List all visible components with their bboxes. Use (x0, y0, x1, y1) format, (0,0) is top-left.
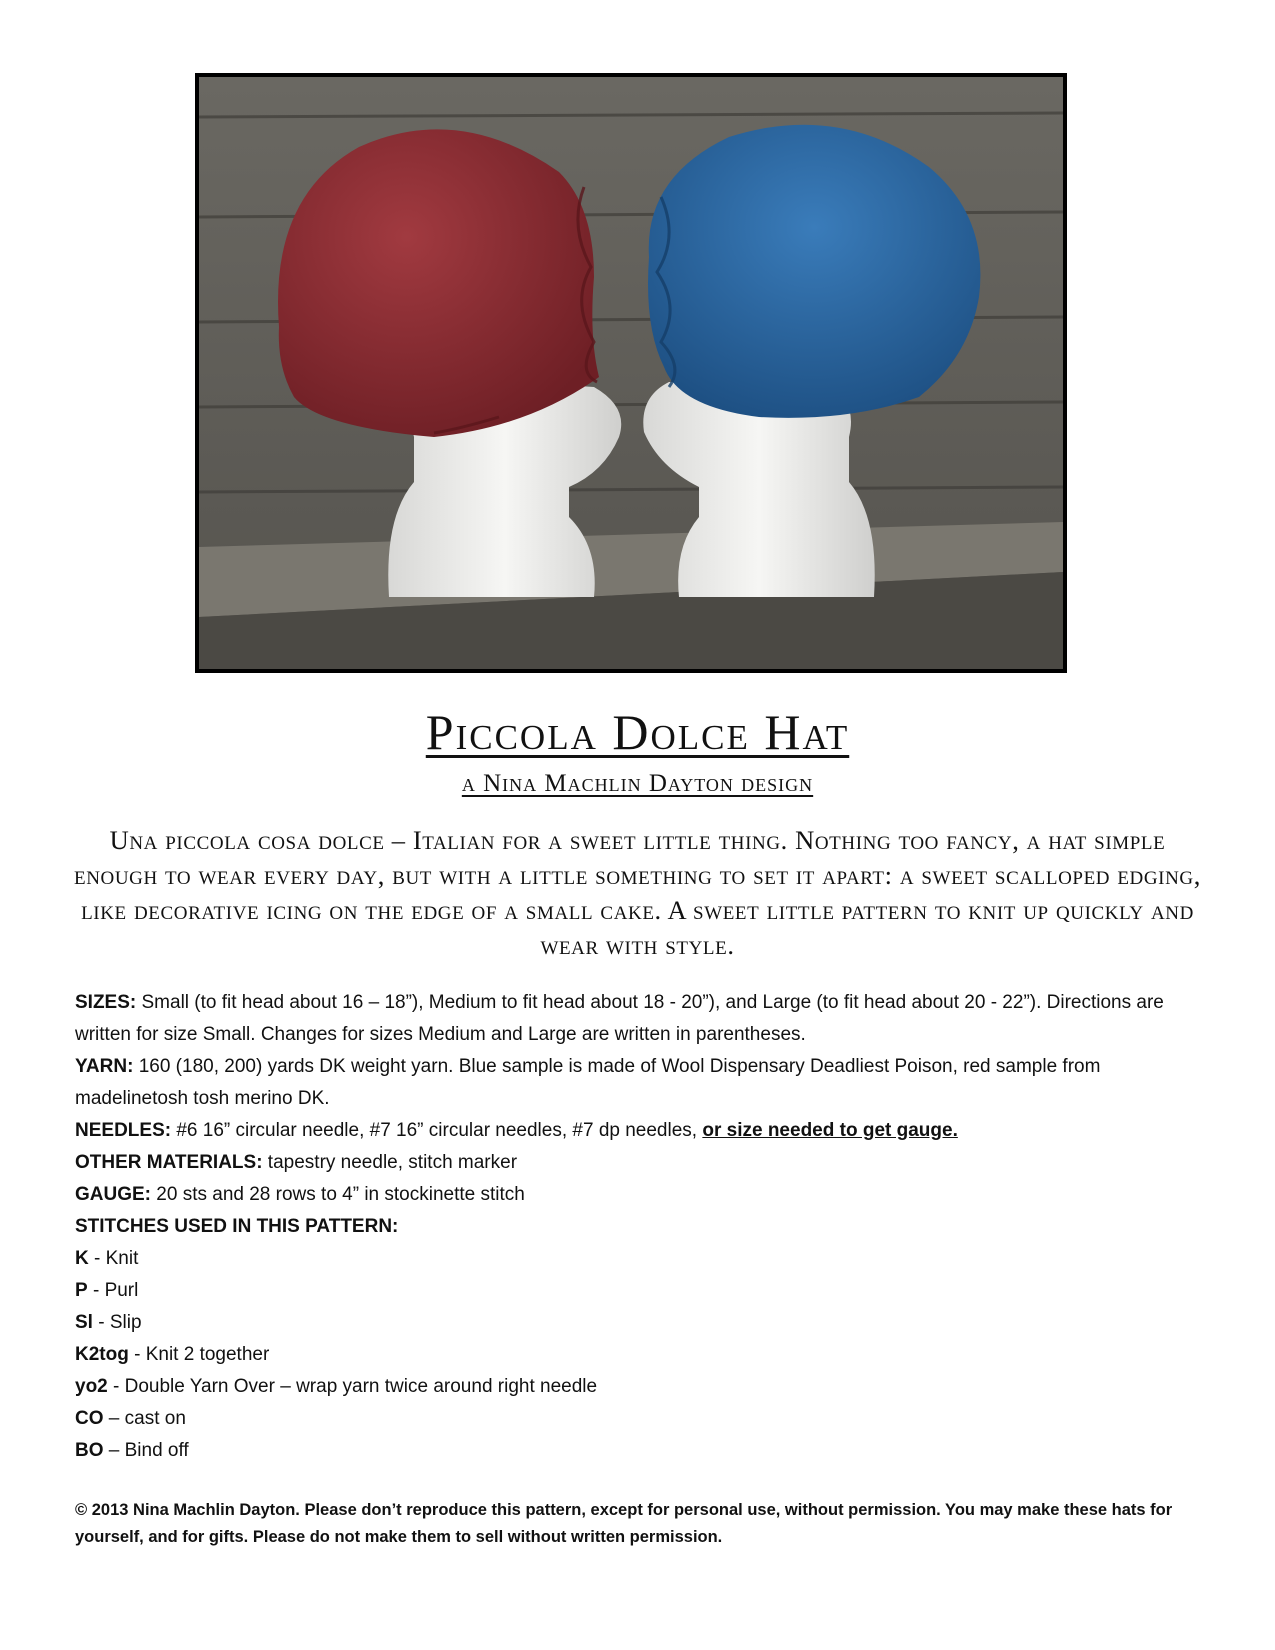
needles-line: NEEDLES: #6 16” circular needle, #7 16” circular needles, #7 dp needles, or size needed to get gauge. (75, 1120, 958, 1141)
gauge-line: GAUGE: 20 sts and 28 rows to 4” in stockinette stitch (75, 1184, 525, 1205)
stitches-heading: STITCHES USED IN THIS PATTERN: (75, 1216, 399, 1237)
stitch-item: BO – Bind off (75, 1440, 189, 1461)
copyright-notice: © 2013 Nina Machlin Dayton. Please don’t reproduce this pattern, except for personal use, without permission. You may make these hats for yourself, and for gifts. Please do not make them to sell without written permission. (75, 1501, 1173, 1546)
stitch-item: CO – cast on (75, 1408, 186, 1429)
hat-photo (195, 73, 1067, 673)
designer-subtitle: a Nina Machlin Dayton design (461, 770, 814, 797)
sizes-line: SIZES: Small (to fit head about 16 – 18”), Medium to fit head about 18 - 20”), and Large (to fit head about 20 - 22”). Directions are written for size Small. Changes for sizes Medium and Large are written in parentheses. (75, 992, 1164, 1045)
stitch-item: K2tog - Knit 2 together (75, 1344, 270, 1365)
hat-photo-illustration (199, 77, 1063, 669)
intro-paragraph: Una piccola cosa dolce – Italian for a sweet little thing. Nothing too fancy, a hat simple enough to wear every day, but with a little something to set it apart: a sweet scalloped edging, like decorative icing on the edge of a small cake. A sweet little pattern to knit up quickly and wear with style. (74, 825, 1201, 960)
stitch-item: Sl - Slip (75, 1312, 142, 1333)
stitch-item: yo2 - Double Yarn Over – wrap yarn twice around right needle (75, 1376, 598, 1397)
page-title: Piccola Dolce Hat (425, 704, 850, 760)
yarn-line: YARN: 160 (180, 200) yards DK weight yarn. Blue sample is made of Wool Dispensary Deadliest Poison, red sample from madelinetosh tosh merino DK. (75, 1056, 1101, 1109)
stitch-item: P - Purl (75, 1280, 139, 1301)
stitch-item: K - Knit (75, 1248, 139, 1269)
pattern-specs (75, 987, 1210, 1467)
materials-line: OTHER MATERIALS: tapestry needle, stitch marker (75, 1152, 518, 1173)
